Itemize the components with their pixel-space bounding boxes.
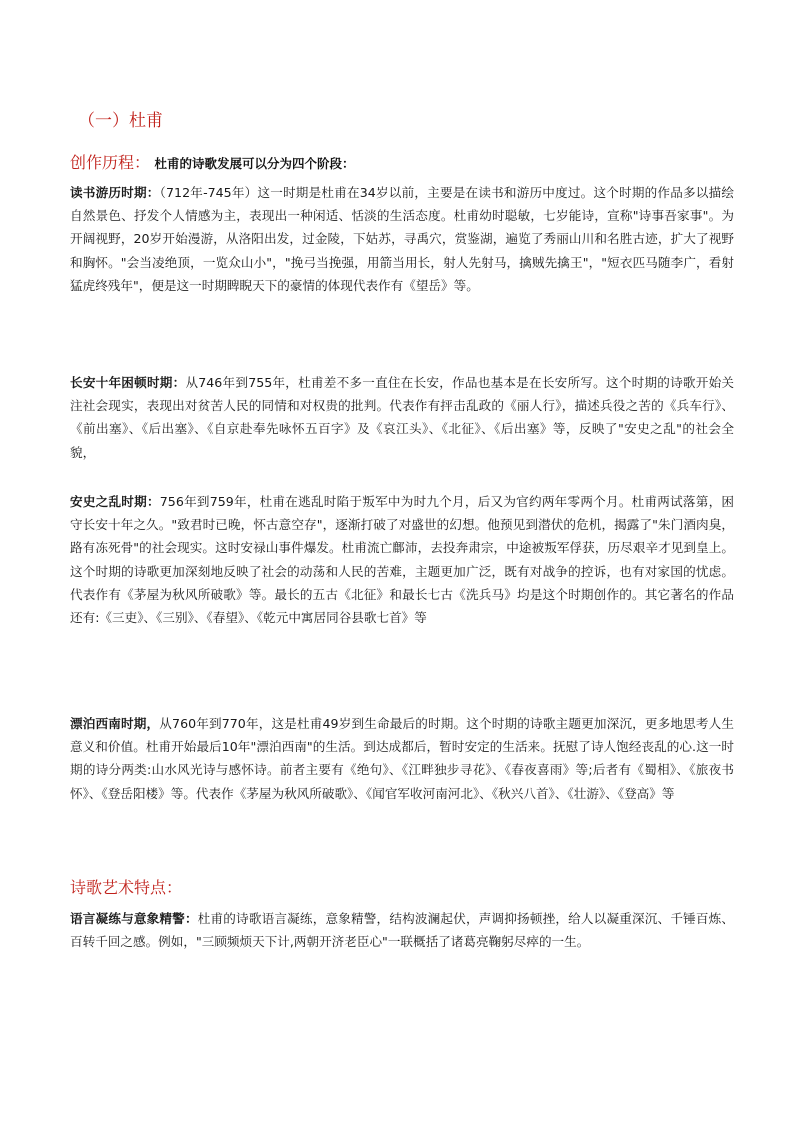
period-text: 从760年到770年，这是杜甫49岁到生命最后的时期。这个时期的诗歌主题更加深沉，更多地思考人生意义和价值。杜甫开始最后10年"漂泊西南"的生活。到达成都后，暂时安定的生活来。抚慰了诗人饱经丧乱的心.这一时期的诗分两类:山水风光诗与感怀诗。前者主要有《绝句》、《江畔独步寻花》、《春夜喜雨》等;后者有《蜀相》、《旅夜书怀》、《登岳阳楼》等。代表作《茅屋为秋风所破歌》、《闻官军收河南河北》、《秋兴八首》、《壮游》、《登高》等 [70,716,734,801]
art-feature-text: 杜甫的诗歌语言凝练，意象精警，结构波澜起伏，声调抑扬顿挫，给人以凝重深沉、千锤百炼、百转千回之感。例如，"三顾频烦天下计,两朝开济老臣心"一联概括了诸葛亮鞠躬尽瘁的一生。 [70,911,735,950]
creation-subtitle: 杜甫的诗歌发展可以分为四个阶段： [154,156,355,171]
period-text: 756年到759年，杜甫在逃乱时陷于叛军中为时九个月，后又为官约两年零两个月。杜甫两试落第，困守长安十年之久。"致君时已晚，怀古意空存"，逐渐打破了对盛世的幻想。他预见到潜伏的危机，揭露了"朱门酒肉臭，路有冻死骨"的社会现实。这时安禄山事件爆发。杜甫流亡鄜沛，去投奔肃宗，中途被叛军俘获，历尽艰辛才见到皇上。这个时期的诗歌更加深刻地反映了社会的动荡和人民的苦难，主题更加广泛，既有对战争的控诉，也有对家国的忧虑。代表作有《茅屋为秋风所破歌》等。最长的五古《北征》和最长七古《洗兵马》均是这个时期创作的。其它著名的作品还有:《三吏》、《三别》、《春望》、《乾元中寓居同谷县歌七首》等 [70,494,735,626]
period-text: （712年-745年）这一时期是杜甫在34岁以前，主要是在读书和游历中度过。这个时期的作品多以描绘自然景色、抒发个人情感为主，表现出一种闲适、恬淡的生活态度。杜甫幼时聪敏，七岁能诗，宣称"诗事吾家事"。为开阔视野，20岁开始漫游，从洛阳出发，过金陵，下姑苏，寻禹穴，赏鉴湖，遍览了秀丽山川和名胜古迹，扩大了视野和胸怀。"会当凌绝顶，一览众山小"，"挽弓当挽强，用箭当用长，射人先射马，擒贼先擒王"，"短衣匹马随李广，看射猛虎终残年"，便是这一时期睥睨天下的豪情的体现代表作有《望岳》等。 [70,185,734,293]
period-lead: 安史之乱时期： [70,494,160,509]
creation-intro [70,150,734,173]
period-lead: 长安十年困顿时期： [70,375,186,390]
period-paragraph-reading-travel [70,181,734,297]
period-lead: 读书游历时期： [70,185,160,200]
period-paragraph-southwest [70,712,734,805]
art-feature-paragraph [70,907,734,953]
period-paragraph-anshi-rebellion [70,490,734,629]
art-features-heading: 诗歌艺术特点： [70,878,183,897]
period-text: 从746年到755年，杜甫差不多一直住在长安，作品也基本是在长安所写。这个时期的诗歌开始关注社会现实，表现出对贫苦人民的同情和对权贵的批判。代表作有抨击乱政的《丽人行》，描述兵役之苦的《兵车行》、《前出塞》、《后出塞》、《自京赴奉先咏怀五百字》及《哀江头》、《北征》、《后出塞》等，反映了"安史之乱"的社会全貌， [70,375,735,460]
period-paragraph-changan [70,371,734,464]
art-feature-lead: 语言凝练与意象精警： [70,911,198,926]
period-lead: 漂泊西南时期， [70,716,160,731]
creation-heading: 创作历程： [70,153,151,172]
section-title: （一）杜甫 [78,111,163,131]
